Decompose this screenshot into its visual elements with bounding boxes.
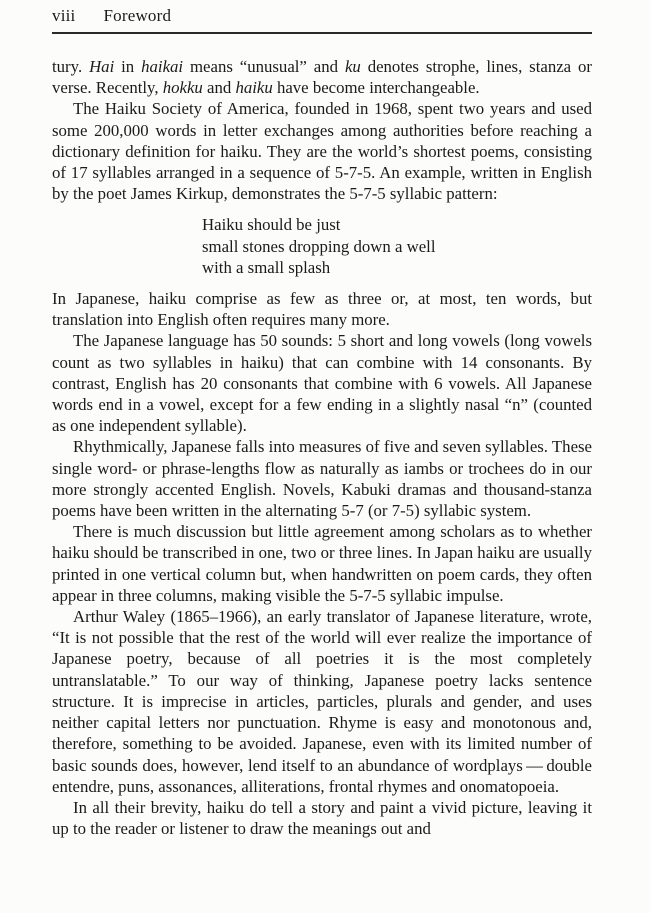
paragraph [52,330,592,436]
italic-text-run: haiku [235,78,273,98]
page-body [52,56,592,839]
text-run: Arthur Waley (1865–1966), an early translator of Japanese literature, wrote, “It is not possible that the rest of the world will ever realize the importance of Japanese poetry, because of all poetries it is the most completely untranslatable.” To our way of thinking, Japanese poetry lacks sentence structure. It is imprecise in articles, particles, plurals and gender, and uses neither capital letters nor punctuation. Rhyme is easy and monotonous and, therefore, something to be avoided. Japanese, even with its limited number of basic sounds does, however, lend itself to an abundance of wordplays — double entendre, puns, assonances, alliterations, frontal rhymes and onomatopoeia. [52,607,592,796]
italic-text-run: ku [344,57,361,76]
italic-text-run: hokku [162,78,203,98]
text-run: in [114,57,142,76]
haiku-verse-line: Haiku should be just [202,215,341,235]
text-run: The Japanese language has 50 sounds: 5 short and long vowels (long vowels count as two syllables in haiku) that can combine with 14 consonants. By contrast, English has 20 consonants that combine with 6 vowels. All Japanese words end in a vowel, except for a few ending in a slightly nasal “n” (counted as one independent syllable). [52,331,592,436]
haiku-verse-line: small stones dropping down a well [202,236,436,256]
paragraph [52,606,592,797]
text-run: means “unusual” and [183,57,345,76]
italic-text-run: Hai [89,57,115,76]
page-number: viii [52,6,76,25]
paragraph [52,56,592,98]
text-run: and [202,78,236,98]
text-run: In all their brevity, haiku do tell a story and paint a vivid picture, leaving it up to the reader or listener to draw the meanings out and [52,797,592,839]
text-run: denotes strophe, lines, stanza or verse. Recently, [52,57,593,98]
paragraph [52,98,592,204]
text-run: Rhythmically, Japanese falls into measures of five and seven syllables. These single word- or phrase-lengths flow as naturally as iambs or trochees do in our more strongly accented English. Novels, Kabuki dramas and thousand-stanza poems have been written in the alternating 5-7 (or 7-5) syllabic system. [52,437,592,521]
text-run: The Haiku Society of America, founded in 1968, spent two years and used some 200,000 words in letter exchanges among authorities before reaching a dictionary definition for haiku. They are the world’s shortest poems, consisting of 17 syllables arranged in a sequence of 5-7-5. An example, written in English by the poet James Kirkup, demonstrates the 5-7-5 syllabic pattern: [52,99,592,204]
haiku-example [202,214,592,278]
text-run: tury. [52,57,90,76]
paragraph [52,436,592,521]
paragraph [52,797,592,839]
italic-text-run: haikai [141,57,184,76]
running-title: Foreword [103,6,172,25]
text-run: There is much discussion but little agreement among scholars as to whether haiku should be transcribed in one, two or three lines. In Japan haiku are usually printed in one vertical column but, when handwritten on poem cards, they often appear in three columns, making visible the 5-7-5 syllabic impulse. [52,522,592,605]
haiku-verse-line: with a small splash [202,257,331,277]
paragraph [52,521,592,606]
paragraph [52,288,592,330]
text-run: In Japanese, haiku comprise as few as three or, at most, ten words, but translation into English often requires many more. [52,289,592,330]
page-header [52,6,592,26]
text-run: have become interchangeable. [272,78,480,98]
header-rule [52,32,592,34]
